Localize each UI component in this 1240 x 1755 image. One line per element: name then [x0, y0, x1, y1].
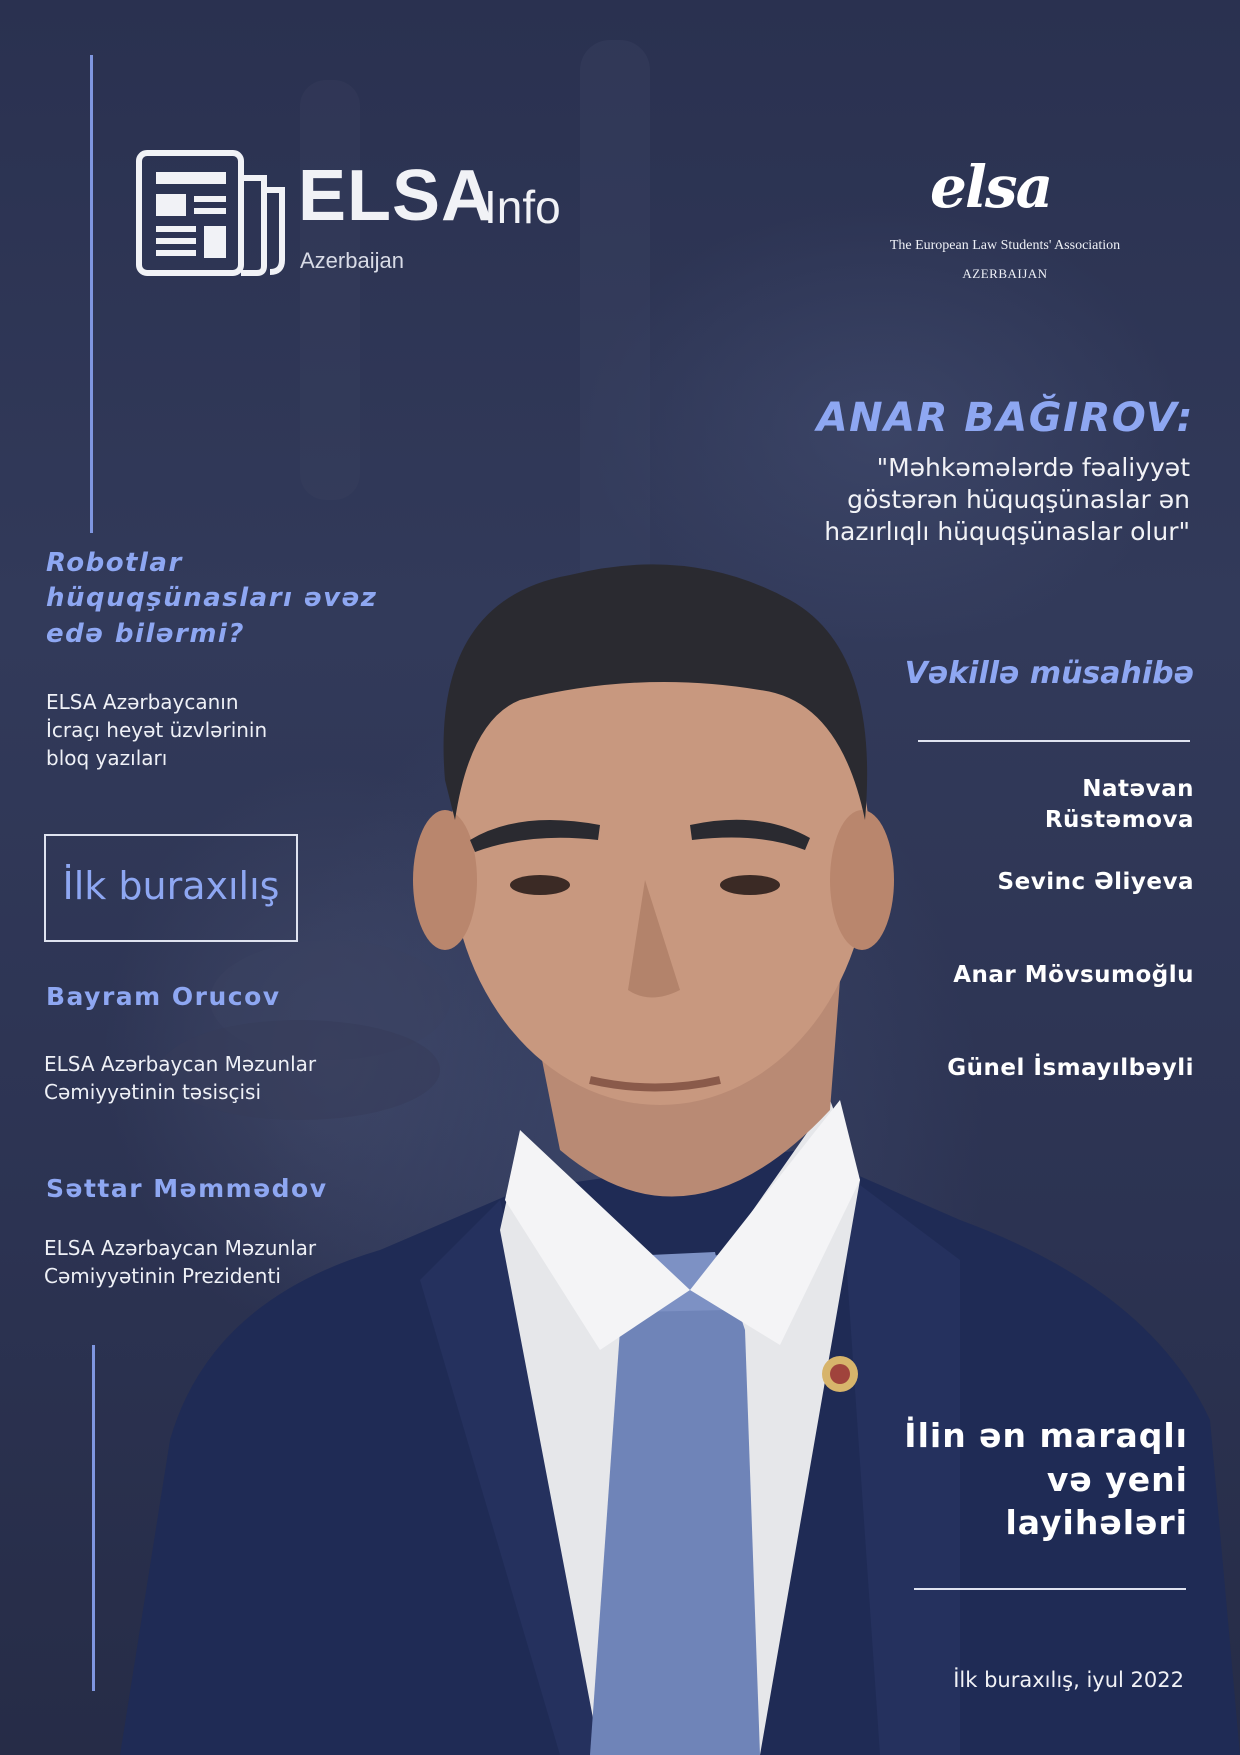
- brand-name: ELSA: [298, 156, 495, 236]
- elsa-full-name: The European Law Students' Association: [889, 238, 1121, 253]
- left-top-rule: [90, 55, 93, 533]
- issue-date: İlk buraxılış, iyul 2022: [953, 1668, 1184, 1692]
- brand-country: Azerbaijan: [300, 248, 404, 273]
- elsa-logo-mark: elsa: [930, 153, 1052, 221]
- contributor-name: Bayram Orucov: [46, 982, 281, 1011]
- contributor-role: ELSA Azərbaycan Məzunlar Cəmiyyətinin təsisçisi: [44, 1052, 317, 1104]
- lead-story-quote: "Məhkəmələrdə fəaliyyət göstərən hüquqşünaslar ən hazırlıqlı hüquqşünaslar olur": [824, 453, 1190, 546]
- newspaper-icon: [136, 150, 286, 278]
- issue-box-label: İlk buraxılış: [62, 864, 280, 908]
- elsa-country: AZERBAIJAN: [962, 266, 1048, 281]
- interview-title: Vəkillə müsahibə: [904, 656, 1194, 691]
- lead-story-name: ANAR BAĞIROV:: [816, 395, 1194, 441]
- feature-title: Robotlar hüquqşünasları əvəz edə bilərmi?: [46, 548, 378, 649]
- brand-suffix: Info: [484, 181, 561, 233]
- interviewee-name: Natəvan Rüstəmova: [1044, 776, 1194, 833]
- interviewee-name: Günel İsmayılbəyli: [947, 1055, 1194, 1081]
- projects-headline: İlin ən maraqlı və yeni layihələri: [904, 1416, 1188, 1543]
- contributor-name: Səttar Məmmədov: [46, 1174, 328, 1203]
- projects-divider: [914, 1588, 1186, 1590]
- issue-box: [44, 834, 298, 942]
- contributor-role: ELSA Azərbaycan Məzunlar Cəmiyyətinin Prezidenti: [44, 1236, 329, 1288]
- feature-description: ELSA Azərbaycanın İcraçı heyət üzvlərinin bloq yazıları: [46, 690, 268, 770]
- left-bottom-rule: [92, 1345, 95, 1691]
- interviewee-name: Anar Mövsumoğlu: [953, 962, 1194, 988]
- interviewee-name: Sevinc Əliyeva: [997, 869, 1194, 895]
- interview-divider: [918, 740, 1190, 742]
